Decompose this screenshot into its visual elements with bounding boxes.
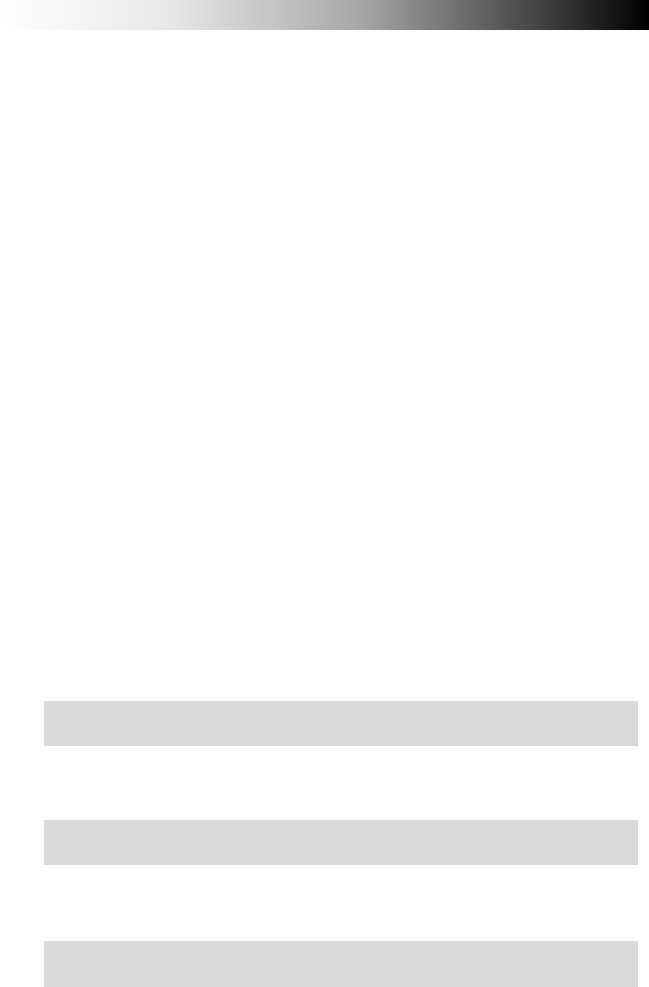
level-band-1 xyxy=(44,820,638,865)
level-band-3 xyxy=(44,701,638,746)
level-band-0 xyxy=(44,941,638,987)
